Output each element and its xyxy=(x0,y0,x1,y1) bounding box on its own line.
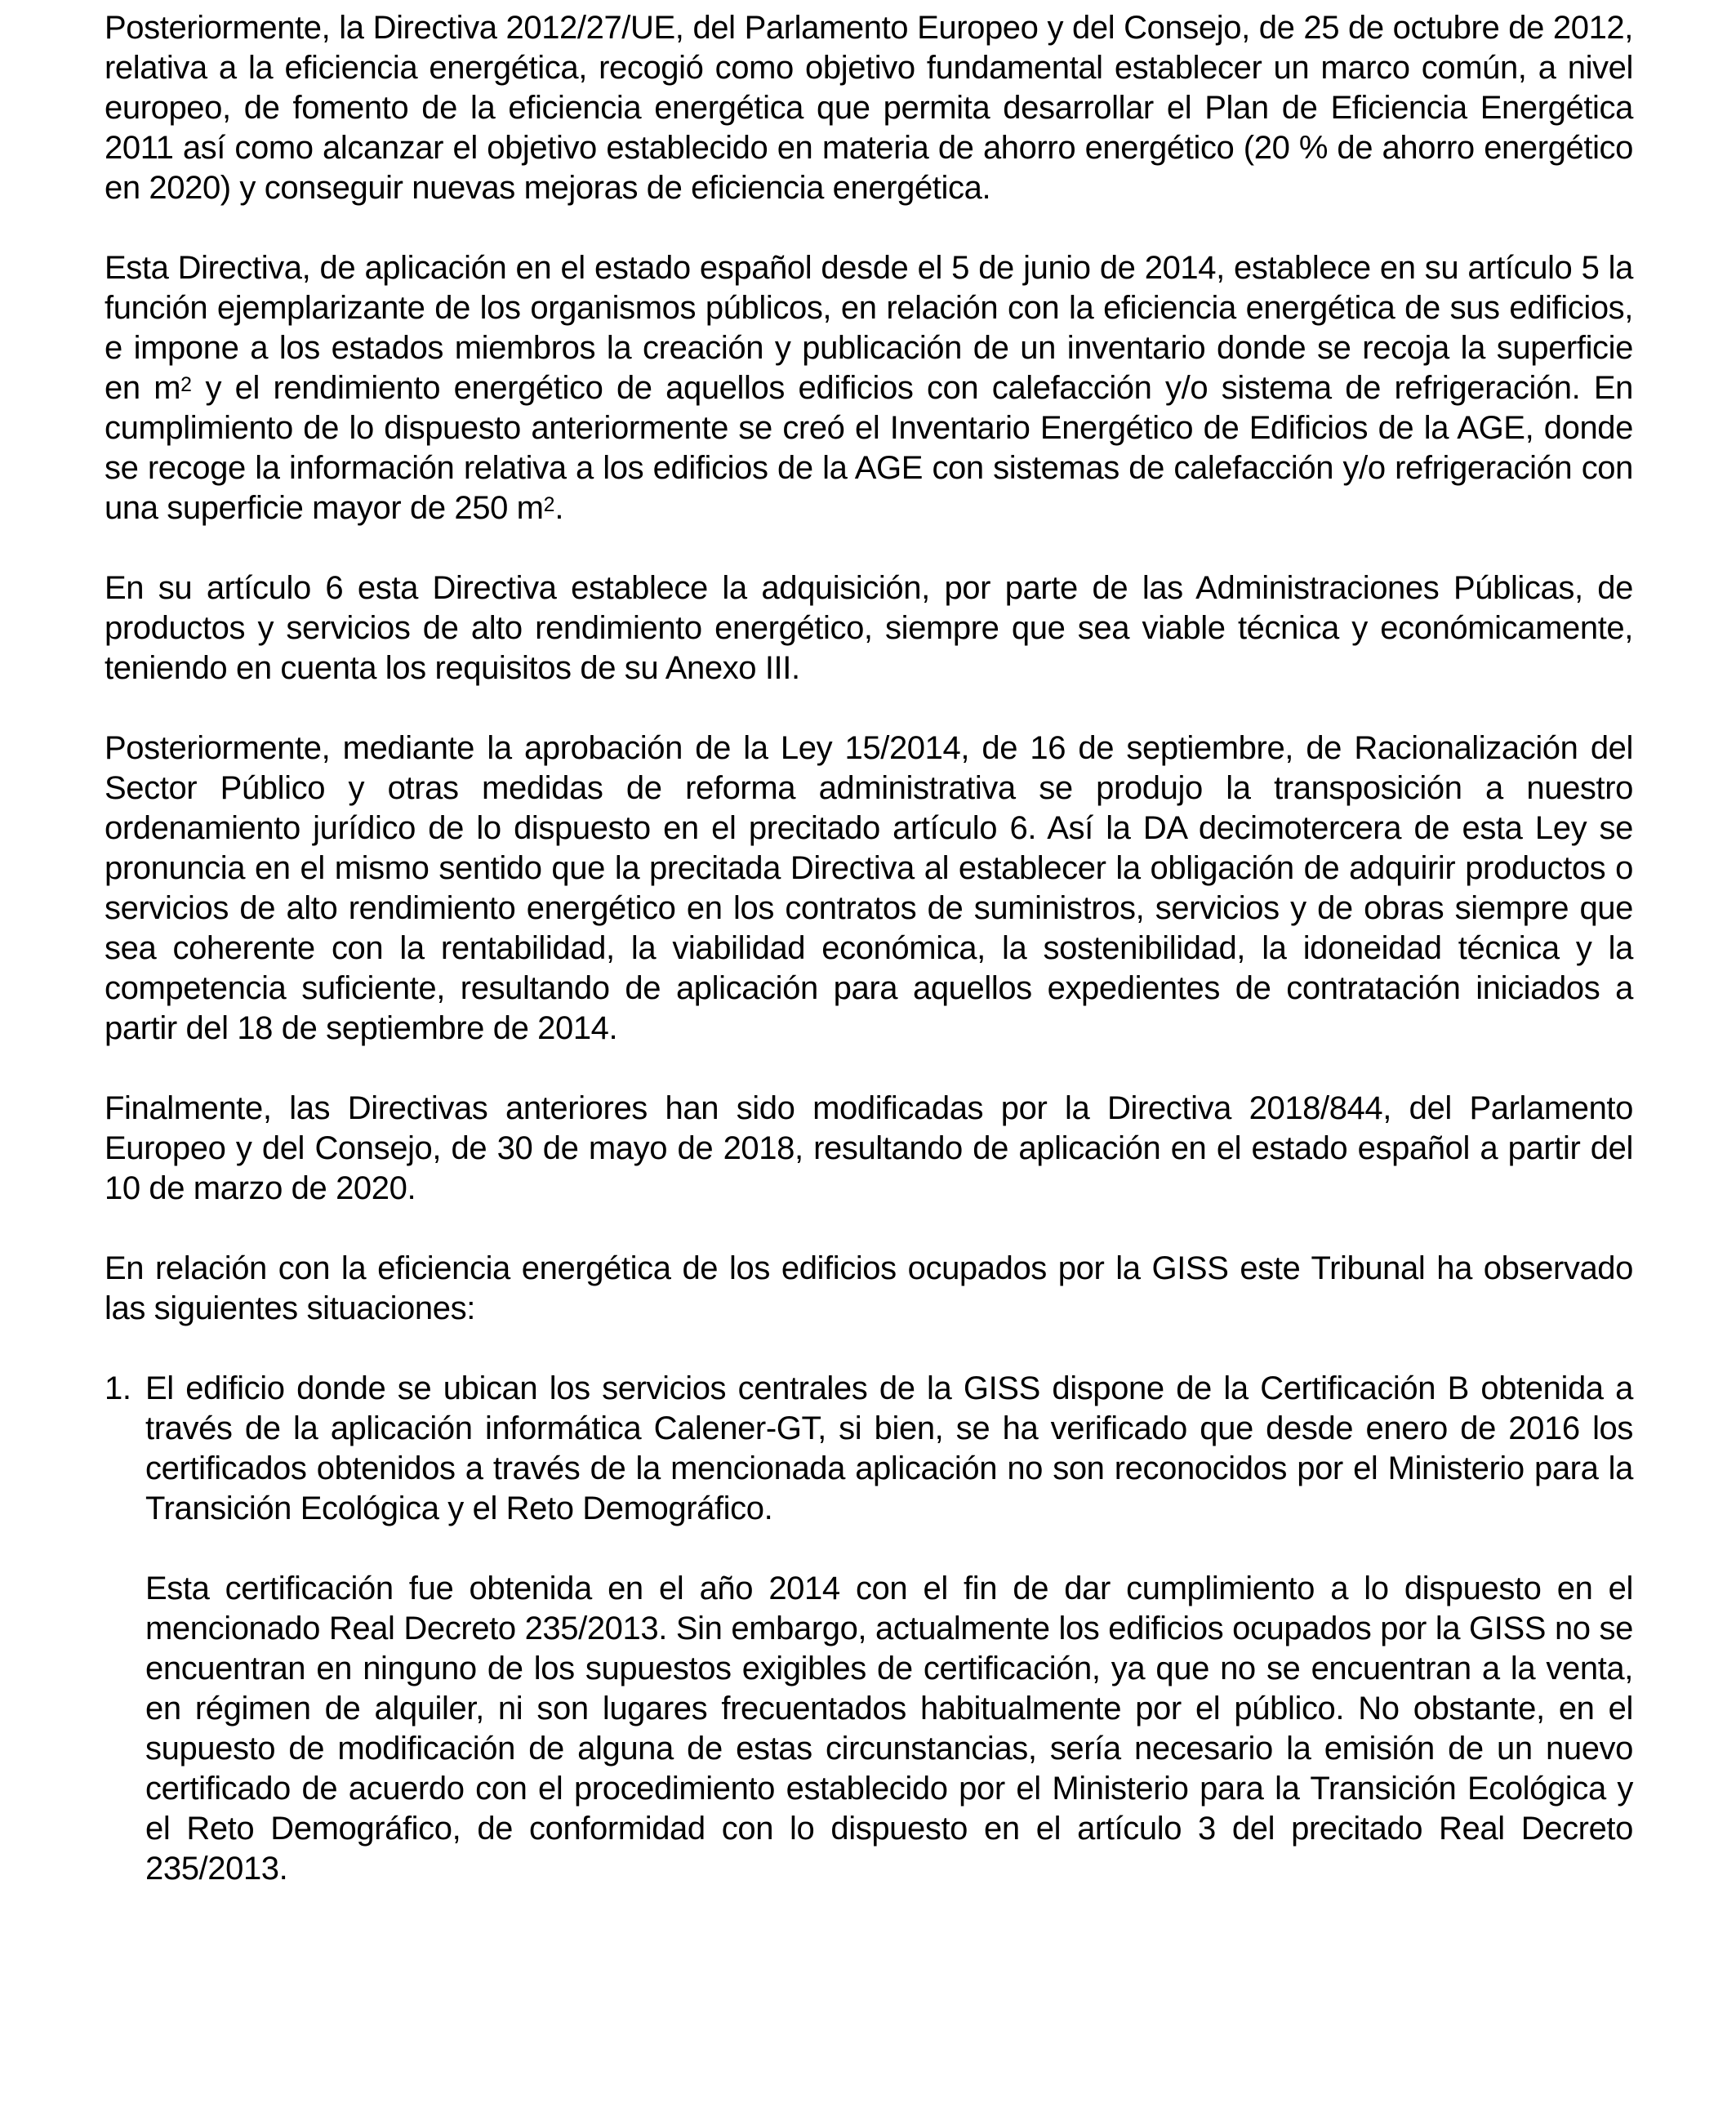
list-item-number: 1. xyxy=(105,1370,131,1406)
list-item-text: El edificio donde se ubican los servicios centrales de la GISS dispone de la Certificación B obtenida a través de la aplicación informática Calener-GT, si bien, se ha verificado que desde enero de 2016 los certificados obtenidos a través de la mencionada aplicación no son reconocidos por el Ministerio para la Transición Ecológica y el Reto Demográfico. xyxy=(145,1370,1633,1526)
paragraph-ley-15-2014: Posteriormente, mediante la aprobación de la Ley 15/2014, de 16 de septiembre, de Racionalización del Sector Público y otras medidas de reforma administrativa se produjo la transposición a nuestro ordenamiento jurídico de lo dispuesto en el precitado artículo 6. Así la DA decimotercera de esta Ley se pronuncia en el mismo sentido que la precitada Directiva al establecer la obligación de adquirir productos o servicios de alto rendimiento energético en los contratos de suministros, servicios y de obras siempre que sea coherente con la rentabilidad, la viabilidad económica, la sostenibilidad, la idoneidad técnica y la competencia suficiente, resultando de aplicación para aquellos expedientes de contratación iniciados a partir del 18 de septiembre de 2014. xyxy=(105,730,1633,1046)
numbered-list-item-1 xyxy=(105,1369,1633,1529)
paragraph-directiva-2018-844: Finalmente, las Directivas anteriores han sido modificadas por la Directiva 2018/844, del Parlamento Europeo y del Consejo, de 30 de mayo de 2018, resultando de aplicación en el estado español a partir del 10 de marzo de 2020. xyxy=(105,1090,1633,1206)
paragraph-directiva-aplicacion-text-3: . xyxy=(554,490,564,526)
paragraph-directiva-aplicacion xyxy=(105,248,1633,528)
paragraph-articulo-6: En su artículo 6 esta Directiva establece la adquisición, por parte de las Administraciones Públicas, de productos y servicios de alto rendimiento energético, siempre que sea viable técnica y económicamente, teniendo en cuenta los requisitos de su Anexo III. xyxy=(105,570,1633,686)
superscript-m2: 2 xyxy=(180,374,192,397)
paragraph-directiva-aplicacion-text-2: y el rendimiento energético de aquellos edificios con calefacción y/o sistema de refrigeración. En cumplimiento de lo dispuesto anteriormente se creó el Inventario Energético de Edificios de la AGE, donde se recoge la información relativa a los edificios de la AGE con sistemas de calefacción y/o refrigeración con una superficie mayor de 250 m xyxy=(105,370,1633,526)
paragraph-directiva-2012-27: Posteriormente, la Directiva 2012/27/UE, del Parlamento Europeo y del Consejo, de 25 de octubre de 2012, relativa a la eficiencia energética, recogió como objetivo fundamental establecer un marco común, a nivel europeo, de fomento de la eficiencia energética que permita desarrollar el Plan de Eficiencia Energética 2011 así como alcanzar el objetivo establecido en materia de ahorro energético (20 % de ahorro energético en 2020) y conseguir nuevas mejoras de eficiencia energética. xyxy=(105,10,1633,206)
paragraph-situaciones-observadas: En relación con la eficiencia energética de los edificios ocupados por la GISS este Tribunal ha observado las siguientes situaciones: xyxy=(105,1250,1633,1326)
superscript-m2-final: 2 xyxy=(543,494,555,517)
paragraph-directiva-aplicacion-text-1: Esta Directiva, de aplicación en el estado español desde el 5 de junio de 2014, establece en su artículo 5 la función ejemplarizante de los organismos públicos, en relación con la eficiencia energética de sus edificios, e impone a los estados miembros la creación y publicación de un inventario donde se recoja la superficie en m xyxy=(105,250,1633,406)
paragraph-certificacion-2014: Esta certificación fue obtenida en el año 2014 con el fin de dar cumplimiento a lo dispuesto en el mencionado Real Decreto 235/2013. Sin embargo, actualmente los edificios ocupados por la GISS no se encuentran en ninguno de los supuestos exigibles de certificación, ya que no se encuentran a la venta, en régimen de alquiler, ni son lugares frecuentados habitualmente por el público. No obstante, en el supuesto de modificación de alguna de estas circunstancias, sería necesario la emisión de un nuevo certificado de acuerdo con el procedimiento establecido por el Ministerio para la Transición Ecológica y el Reto Demográfico, de conformidad con lo dispuesto en el artículo 3 del precitado Real Decreto 235/2013. xyxy=(145,1571,1633,1887)
